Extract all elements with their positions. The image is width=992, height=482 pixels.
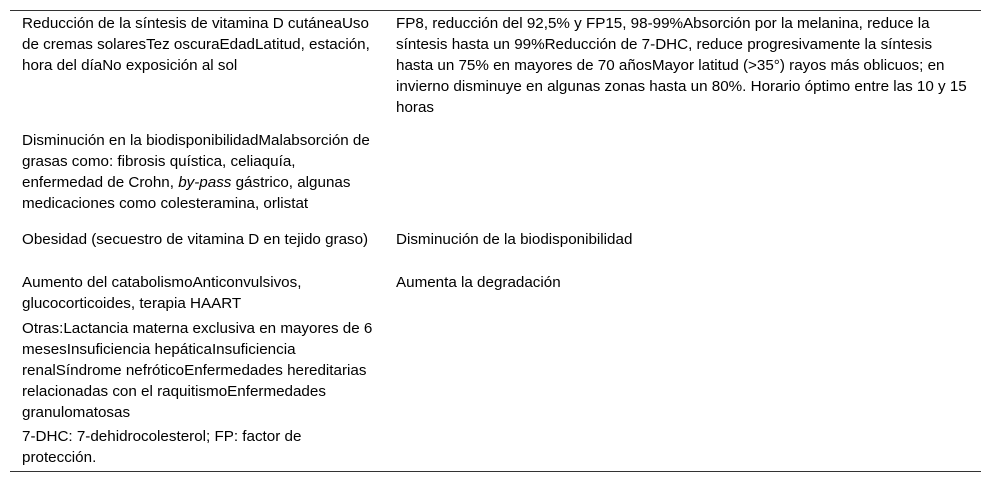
table-footnote-row [10, 426, 981, 471]
table-row [10, 130, 981, 229]
table-row [10, 272, 981, 318]
effect-cell [396, 318, 981, 426]
vitamin-d-deficiency-table [10, 10, 981, 472]
table-row [10, 229, 981, 272]
cause-cell: Aumento del catabolismoAnticonvulsivos, glucocorticoides, terapia HAART [22, 274, 302, 312]
effect-cell: FP8, reducción del 92,5% y FP15, 98-99%Absorción por la melanina, reduce la síntesis hasta un 99%Reducción de 7-DHC, reduce progresivamente la síntesis hasta un 75% en mayores de 70 añosMayor latitud (>35°) rayos más oblicuos; en invierno disminuye en algunas zonas hasta un 80%. Horario óptimo entre las 10 y 15 horas [396, 15, 967, 116]
table-row [10, 11, 981, 130]
cause-italic-text: by-pass [178, 174, 232, 191]
effect-cell [396, 130, 981, 229]
cause-cell: Reducción de la síntesis de vitamina D cutáneaUso de cremas solaresTez oscuraEdadLatitud, estación, hora del díaNo exposición al sol [22, 15, 370, 74]
cause-cell: Obesidad (secuestro de vitamina D en tejido graso) [22, 231, 369, 248]
effect-cell: Aumenta la degradación [396, 274, 561, 291]
table-row [10, 318, 981, 426]
cause-text-continued: gástrico, algunas medicaciones como colesteramina, orlistat [22, 174, 351, 212]
effect-cell: Disminución de la biodisponibilidad [396, 231, 633, 248]
effect-cell [396, 426, 981, 471]
cause-cell: Otras:Lactancia materna exclusiva en mayores de 6 mesesInsuficiencia hepáticaInsuficiencia renalSíndrome nefróticoEnfermedades hereditarias relacionadas con el raquitismoEnfermedades granulomatosas [22, 320, 373, 421]
cause-text: Disminución en la biodisponibilidadMalabsorción de grasas como: fibrosis quística, celiaquía, enfermedad de Crohn, [22, 132, 370, 191]
cause-cell [10, 130, 396, 229]
footnote-cell: 7-DHC: 7-dehidrocolesterol; FP: factor de protección. [22, 428, 302, 466]
